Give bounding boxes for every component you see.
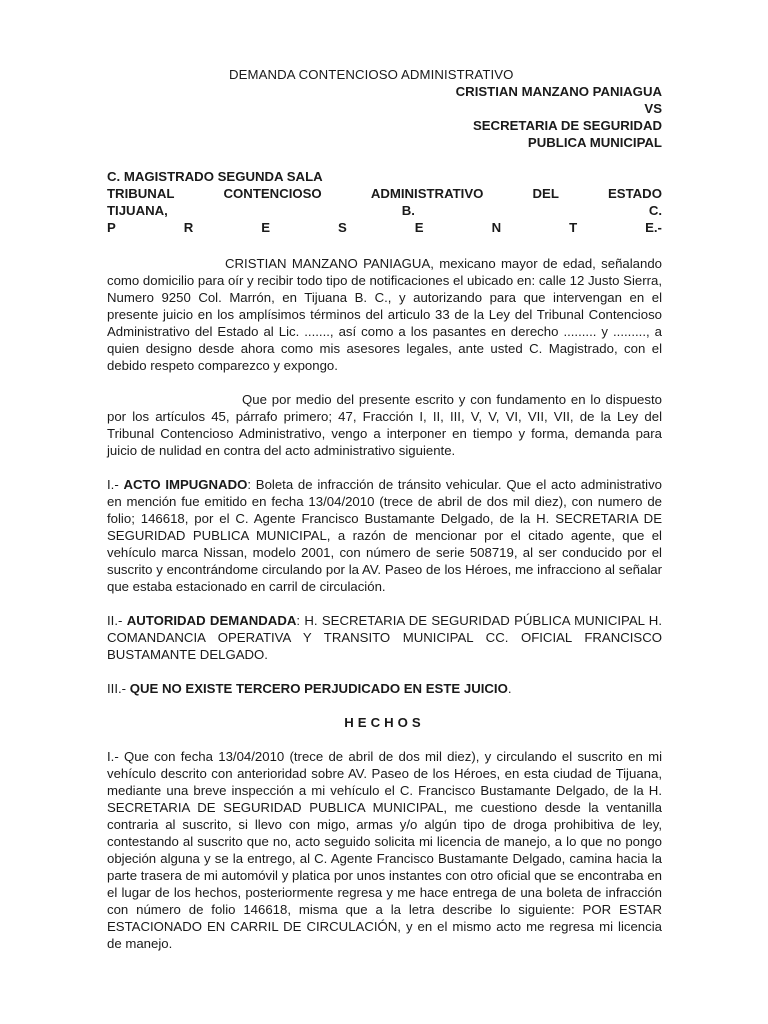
intro-paragraph [107,255,662,374]
hechos-heading: HECHOS [344,715,425,730]
plaintiff-name: CRISTIAN MANZANO PANIAGUA [455,84,662,99]
presente-letter: T [569,220,578,235]
section-label: AUTORIDAD DEMANDADA [126,613,297,628]
document-title: DEMANDA CONTENCIOSO ADMINISTRATIVO [229,67,514,82]
section-number: I.- [107,477,124,492]
addressee-word: ADMINISTRATIVO [370,186,484,201]
addressee-word: CONTENCIOSO [223,186,322,201]
section-label: QUE NO EXISTE TERCERO PERJUDICADO EN ESTE JUICIO [129,681,508,696]
addressee-word: C. [648,203,662,218]
intro-name: CRISTIAN MANZANO PANIAGUA, [225,256,434,271]
section-label: ACTO IMPUGNADO [123,477,248,492]
addressee-presente [107,219,662,236]
section-number: III.- [107,681,130,696]
addressee-line3 [107,202,662,219]
section-text: : H. SECRETARIA DE SEGURIDAD PÚBLICA MUNICIPAL H. COMANDANCIA OPERATIVA Y TRANSITO MUNICIPAL CC. OFICIAL FRANCISCO BUSTAMANTE DELGADO. [107,613,662,662]
addressee-word: DEL [532,186,559,201]
addressee-word: TIJUANA, [107,203,168,218]
addressee-line2 [107,185,662,202]
versus-label: VS [644,101,662,116]
defendant-line1: SECRETARIA DE SEGURIDAD [472,118,662,133]
section-autoridad-demandada [107,612,662,663]
addressee-word: ESTADO [607,186,662,201]
section-acto-impugnado [107,476,662,595]
document-page [107,66,662,952]
presente-letter: R [183,220,194,235]
section-text: : Boleta de infracción de tránsito vehicular. Que el acto administrativo en mención fue emitido en fecha 13/04/2010 (trece de abril de dos mil diez), con numero de folio; 146618, por el C. Agente Francisco Bustamante Delgado, de la H. SECRETARIA DE SEGURIDAD PUBLICA MUNICIPAL, a razón de mencionar por el citado agente, que el vehículo marca Nissan, modelo 2001, con número de serie 508719, al ser conducido por el suscrito y encontrándome circulando por la AV. Paseo de los Héroes, me infracciono al señalar que estaba estacionado en carril de circulación. [107,477,663,594]
presente-letter: N [491,220,502,235]
addressee-word: B. [401,203,415,218]
addressee-line1: C. MAGISTRADO SEGUNDA SALA [107,169,323,184]
hechos-paragraph-1: I.- Que con fecha 13/04/2010 (trece de abril de dos mil diez), y circulando el suscrito en mi vehículo descrito con anterioridad sobre AV. Paseo de los Héroes, en esta ciudad de Tijuana, mediante una breve inspección a mi vehículo el C. Francisco Bustamante Delgado, de la H. SECRETARIA DE SEGURIDAD PUBLICA MUNICIPAL, me cuestiono desde la ventanilla contraria al suscrito, si llevo con migo, armas y/o algún tipo de droga prohibitiva de ley, contestando al suscrito que no, acto seguido solicita mi licencia de manejo, a lo que no pongo objeción alguna y se la entrego, al C. Agente Francisco Bustamante Delgado, camina hacia la parte trasera de mi automóvil y platica por unos instantes con otro oficial que se encontraba en el lugar de los hechos, posteriormente regresa y me hace entrega de una boleta de infracción con número de folio 146618, misma que a la letra describe lo siguiente: POR ESTAR ESTACIONADO EN CARRIL DE CIRCULACIÓN, y en el mismo acto me regresa mi licencia de manejo. [107,749,662,951]
legal-basis-text: Que por medio del presente escrito y con fundamento en lo dispuesto por los artículos 45, párrafo primero; 47, Fracción I, II, III, V, V, VI, VII, VII, de la Ley del Tribunal Contencioso Administrativo, vengo a interponer en tiempo y forma, demanda para juicio de nulidad en contra del acto administrativo siguiente. [107,392,662,458]
presente-letter: E [414,220,424,235]
legal-basis-paragraph [107,391,662,459]
presente-letter: E.- [645,220,662,235]
section-text: . [507,681,512,696]
section-tercero [107,680,662,697]
presente-letter: P [107,220,116,235]
defendant-line2: PUBLICA MUNICIPAL [527,135,662,150]
presente-letter: E [261,220,271,235]
addressee-word: TRIBUNAL [107,186,175,201]
intro-text: mexicano mayor de edad, señalando como domicilio para oír y recibir todo tipo de notificaciones el ubicado en: calle 12 Justo Sierra, Numero 9250 Col. Marrón, en Tijuana B. C., y autorizando para que intervengan en el presente juicio en los amplísimos términos del articulo 33 de la Ley del Tribunal Contencioso Administrativo del Estado al Lic. ......., así como a los pasantes en derecho ......... y ........., a quien designo desde ahora como mis asesores legales, ante usted C. Magistrado, con el debido respeto comparezco y expongo. [107,256,663,373]
presente-letter: S [338,220,347,235]
section-number: II.- [107,613,127,628]
